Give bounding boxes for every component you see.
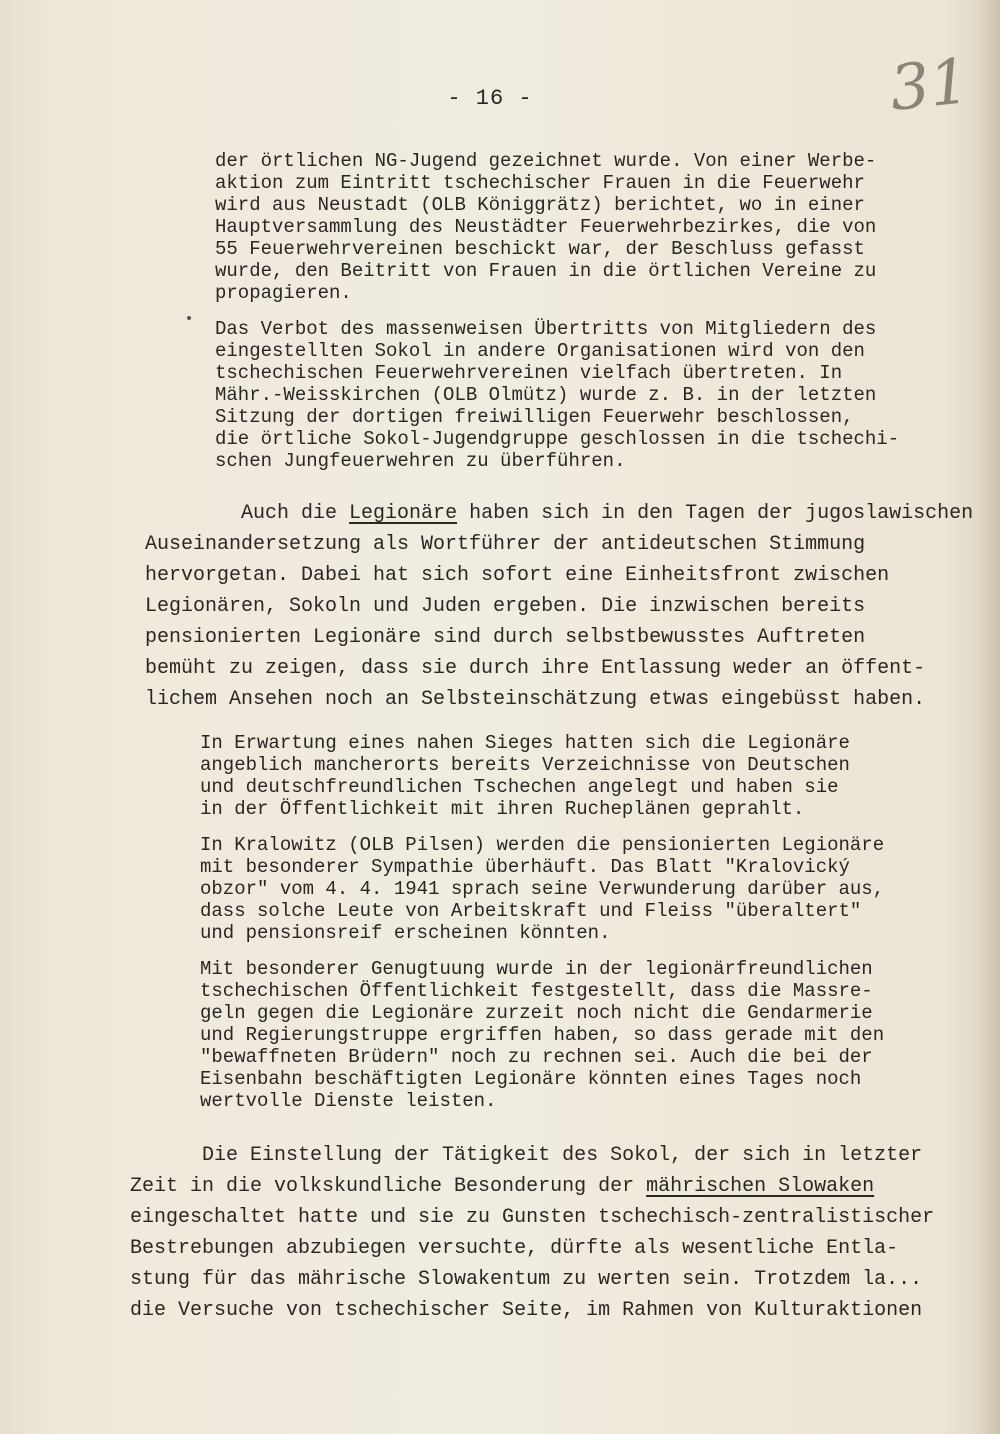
text-line: Hauptversammlung des Neustädter Feuerwehrbezirkes, die von <box>215 216 877 238</box>
paragraph-sokol-transfer <box>215 318 975 472</box>
text-line: die Versuche von tschechischer Seite, im Rahmen von Kulturaktionen <box>130 1299 923 1322</box>
text-line: In Kralowitz (OLB Pilsen) werden die pensionierten Legionäre <box>200 834 885 856</box>
text-line: geln gegen die Legionäre zurzeit noch nicht die Gendarmerie <box>200 1002 873 1024</box>
text-line: Mähr.-Weisskirchen (OLB Olmütz) wurde z. B. in der letzten <box>215 384 877 406</box>
text-line: dass solche Leute von Arbeitskraft und Fleiss "überaltert" <box>200 900 862 922</box>
text-line: bemüht zu zeigen, dass sie durch ihre Entlassung weder an öffent- <box>145 657 926 680</box>
page-edge-shadow <box>978 0 1000 1434</box>
text-line: "bewaffneten Brüdern" noch zu rechnen sei. Auch die bei der <box>200 1046 873 1068</box>
text-line <box>145 498 980 529</box>
text-fragment: Die Einstellung der Tätigkeit des Sokol, der sich in letzter <box>202 1144 923 1167</box>
handwritten-folio-number: 31 <box>886 44 973 125</box>
text-block-middle <box>200 732 970 1126</box>
text-line: pensionierten Legionäre sind durch selbstbewusstes Auftreten <box>145 626 866 649</box>
paragraph-moravian-slovaks <box>130 1140 980 1326</box>
text-line: propagieren. <box>215 282 352 304</box>
paragraph-lists <box>200 732 970 820</box>
text-line: lichem Ansehen noch an Selbsteinschätzung etwas eingebüsst haben. <box>145 688 926 711</box>
text-line: und Regierungstruppe ergriffen haben, so dass gerade mit den <box>200 1024 885 1046</box>
text-line: und pensionsreif erscheinen könnten. <box>200 922 611 944</box>
text-line: in der Öffentlichkeit mit ihren Rucheplänen geprahlt. <box>200 798 805 820</box>
text-line: Mit besonderer Genugtuung wurde in der legionärfreundlichen <box>200 958 873 980</box>
paragraph-kralowitz <box>200 834 970 944</box>
page-number: - 16 - <box>447 86 533 111</box>
text-fragment: Zeit in die volkskundliche Besonderung der <box>130 1175 647 1198</box>
text-line: die örtliche Sokol-Jugendgruppe geschlossen in die tschechi- <box>215 428 900 450</box>
text-line: hervorgetan. Dabei hat sich sofort eine Einheitsfront zwischen <box>145 564 890 587</box>
text-line: 55 Feuerwehrvereinen beschickt war, der Beschluss gefasst <box>215 238 865 260</box>
underlined-term: mährischen Slowaken <box>646 1175 875 1198</box>
text-line: mit besonderer Sympathie überhäuft. Das Blatt "Kralovický <box>200 856 850 878</box>
underlined-term: Legionäre <box>349 502 458 525</box>
text-line: der örtlichen NG-Jugend gezeichnet wurde. Von einer Werbe- <box>215 150 877 172</box>
text-block-slovaks <box>130 1140 980 1340</box>
text-line: Sitzung der dortigen freiwilligen Feuerwehr beschlossen, <box>215 406 854 428</box>
text-line: wertvolle Dienste leisten. <box>200 1090 497 1112</box>
text-line: Legionären, Sokoln und Juden ergeben. Die inzwischen bereits <box>145 595 866 618</box>
text-line: schen Jungfeuerwehren zu überführen. <box>215 450 626 472</box>
text-line: stung für das mährische Slowakentum zu werten sein. Trotzdem la... <box>130 1268 923 1291</box>
text-line: Das Verbot des massenweisen Übertritts von Mitgliedern des <box>215 318 877 340</box>
paragraph-legionaries <box>145 498 980 715</box>
paragraph-fire-brigade-women <box>215 150 975 304</box>
text-line: tschechischen Öffentlichkeit festgestellt, dass die Massre- <box>200 980 873 1002</box>
text-fragment: Auch die <box>241 502 350 525</box>
text-line: In Erwartung eines nahen Sieges hatten sich die Legionäre <box>200 732 850 754</box>
text-line: aktion zum Eintritt tschechischer Frauen in die Feuerwehr <box>215 172 865 194</box>
paragraph-satisfaction <box>200 958 970 1112</box>
text-block-legionaries <box>145 498 980 729</box>
text-line <box>130 1171 980 1202</box>
text-line: angeblich mancherorts bereits Verzeichnisse von Deutschen <box>200 754 850 776</box>
text-line: obzor" vom 4. 4. 1941 sprach seine Verwunderung darüber aus, <box>200 878 885 900</box>
text-line: wird aus Neustadt (OLB Königgrätz) berichtet, wo in einer <box>215 194 865 216</box>
text-line: wurde, den Beitritt von Frauen in die örtlichen Vereine zu <box>215 260 877 282</box>
text-line: und deutschfreundlichen Tschechen angelegt und haben sie <box>200 776 839 798</box>
text-fragment: haben sich in den Tagen der jugoslawischen <box>457 502 974 525</box>
text-line: Eisenbahn beschäftigten Legionäre könnten eines Tages noch <box>200 1068 862 1090</box>
text-line: Auseinandersetzung als Wortführer der antideutschen Stimmung <box>145 533 866 556</box>
text-line: tschechischen Feuerwehrvereinen vielfach übertreten. In <box>215 362 843 384</box>
text-line: eingestellten Sokol in andere Organisationen wird von den <box>215 340 865 362</box>
text-block-top <box>215 150 975 486</box>
margin-mark <box>187 316 191 320</box>
text-line <box>130 1140 980 1171</box>
text-line: Bestrebungen abzubiegen versuchte, dürfte als wesentliche Entla- <box>130 1237 899 1260</box>
text-line: eingeschaltet hatte und sie zu Gunsten tschechisch-zentralistischer <box>130 1206 935 1229</box>
